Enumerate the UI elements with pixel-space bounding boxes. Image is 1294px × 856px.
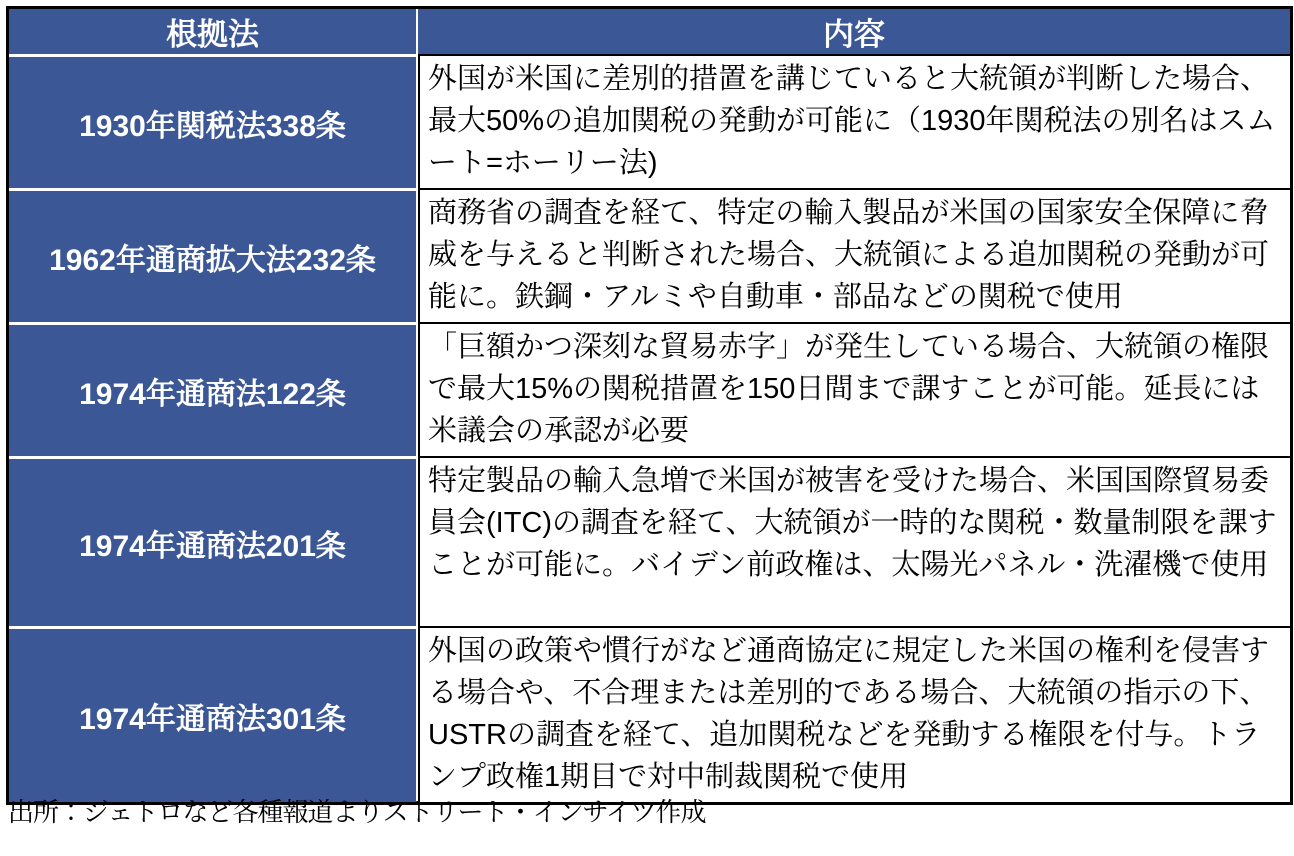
content-text: 特定製品の輸入急増で米国が被害を受けた場合、米国国際貿易委員会(ITC)の調査を経て、大統領が一時的な関税・数量制限を課すことが可能に。バイデン前政権は、太陽光パネル・洗濯機で使用	[428, 465, 1277, 581]
law-cell-1930-tariff-act-338	[9, 54, 418, 188]
law-cell-1974-trade-act-122	[9, 322, 418, 456]
law-cell-1974-trade-act-301	[9, 626, 418, 802]
law-cell-1962-trade-expansion-act-232	[9, 188, 418, 322]
content-cell-1974-trade-act-122	[418, 322, 1290, 456]
content-text: 外国の政策や慣行がなど通商協定に規定した米国の権利を侵害する場合や、不合理または差別的である場合、大統領の指示の下、USTRの調査を経て、追加関税などを発動する権限を付与。トランプ政権1期目で対中制裁関税で使用	[428, 635, 1270, 793]
content-text: 「巨額かつ深刻な貿易赤字」が発生している場合、大統領の権限で最大15%の関税措置を150日間まで課すことが可能。延長には米議会の承認が必要	[428, 331, 1270, 447]
column-header-law	[9, 9, 418, 54]
content-text: 外国が米国に差別的措置を講じていると大統領が判断した場合、最大50%の追加関税の発動が可能に（1930年関税法の別名はスムート=ホーリー法)	[428, 63, 1276, 179]
tariff-law-table	[6, 6, 1293, 805]
content-cell-1974-trade-act-301	[418, 626, 1290, 802]
law-name: 1962年通商拡大法232条	[49, 243, 376, 277]
content-cell-1962-trade-expansion-act-232	[418, 188, 1290, 322]
column-header-law-label: 根拠法	[166, 17, 259, 52]
content-cell-1974-trade-act-201	[418, 456, 1290, 626]
law-cell-1974-trade-act-201	[9, 456, 418, 626]
column-header-content-label: 内容	[823, 17, 885, 52]
source-note: 出所：ジェトロなど各種報道よりストリート・インサイツ作成	[8, 797, 706, 827]
law-name: 1974年通商法301条	[79, 702, 346, 736]
content-text: 商務省の調査を経て、特定の輸入製品が米国の国家安全保障に脅威を与えると判断された場合、大統領による追加関税の発動が可能に。鉄鋼・アルミや自動車・部品などの関税で使用	[428, 197, 1270, 313]
law-name: 1930年関税法338条	[79, 109, 346, 143]
law-name: 1974年通商法201条	[79, 529, 346, 563]
column-header-content	[418, 9, 1290, 54]
law-name: 1974年通商法122条	[79, 377, 346, 411]
content-cell-1930-tariff-act-338	[418, 54, 1290, 188]
